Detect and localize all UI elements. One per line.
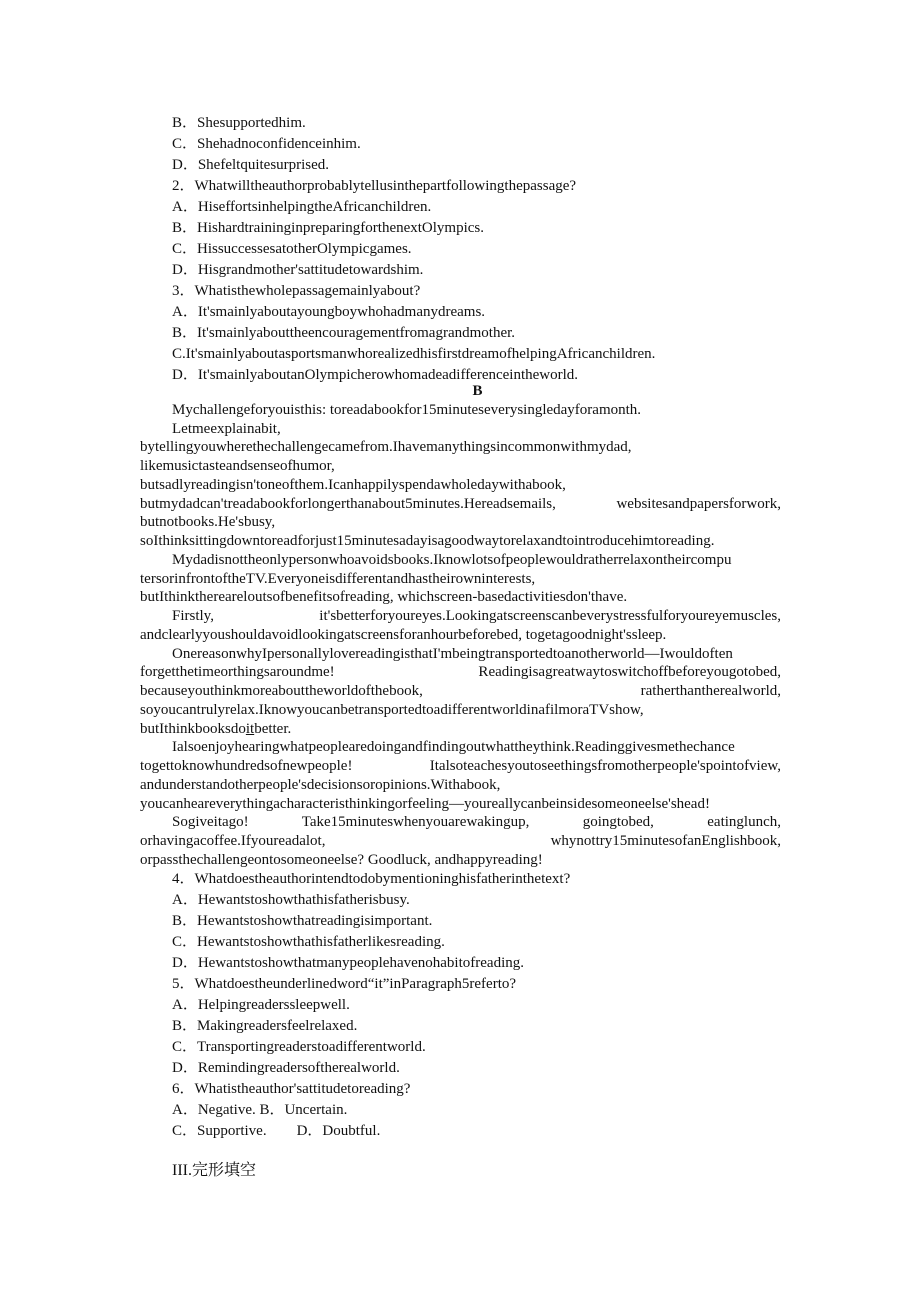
passage-line: youcanheareverythingacharacteristhinkingorfeeling—youreallycanbeinsidesomeoneelse'shead! (140, 795, 710, 812)
passage-line: togettoknowhundredsofnewpeople! Italsoteachesyoutoseethingsfromotherpeople'spointofview, (140, 758, 781, 774)
passage-line: Letmeexplainabit, (172, 420, 281, 437)
passage-line: OnereasonwhyIpersonallylovereadingisthatI'mbeingtransportedtoanotherworld—Iwouldoften (172, 645, 733, 662)
passage-line: butsadlyreadingisn'toneofthem.Icanhappilyspendawholedaywithabook, (140, 476, 566, 493)
option-line: B．Shesupportedhim. (172, 115, 306, 131)
passage-title: B (472, 383, 483, 399)
passage-line: butIthinkthereareloutsofbenefitsofreading, whichscreen-basedactivitiesdon'thave. (140, 589, 628, 606)
option-line: A．Hewantstoshowthathisfatherisbusy. (172, 892, 410, 908)
part-b-questions (140, 869, 781, 1142)
passage-line: bytellingyouwherethechallengecamefrom.Ihavemanythingsincommonwithmydad, (140, 439, 632, 456)
passage-line: Ialsoenjoyhearingwhatpeoplearedoingandfindingoutwhattheythink.Readinggivesmethechance (172, 739, 735, 756)
passage-text: better. (254, 720, 292, 737)
question-line: 4．Whatdoestheauthorintendtodobymentioninghisfatherinthetext? (172, 871, 571, 887)
question-line: 2．Whatwilltheauthorprobablytellusinthepartfollowingthepassage? (172, 178, 577, 194)
passage-line: soyoucantrulyrelax.IknowyoucanbetransportedtoadifferentworldinafilmoraTVshow, (140, 701, 644, 718)
option-line: D．Shefeltquitesurprised. (172, 157, 330, 173)
passage-line: becauseyouthinkmoreabouttheworldofthebook, ratherthantherealworld, (140, 683, 781, 699)
underlined-word: it (245, 720, 255, 737)
option-line: B．Makingreadersfeelrelaxed. (172, 1018, 358, 1034)
option-line: C．Shehadnoconfidenceinhim. (172, 136, 361, 152)
option-line: D．Hisgrandmother'sattitudetowardshim. (172, 262, 424, 278)
passage-text: butIthinkbooksdo (140, 720, 246, 737)
section-heading: III.完形填空 (172, 1162, 256, 1179)
passage-line: butnotbooks.He'sbusy, (140, 514, 276, 531)
option-line: D．It'smainlyaboutanOlympicherowhomadeadifferenceintheworld. (172, 367, 579, 383)
option-line: B．HishardtraininginpreparingforthenextOlympics. (172, 220, 485, 236)
passage-line: butmydadcan'treadabookforlongerthanabout5minutes.Hereadsemails, websitesandpapersforwork, (140, 495, 781, 512)
passage-line (140, 720, 781, 739)
option-line: A．Helpingreaderssleepwell. (172, 997, 350, 1013)
option-line: C．HissuccessesatotherOlympicgames. (172, 241, 412, 257)
passage-line: soIthinksittingdowntoreadforjust15minutesadayisagoodwaytorelaxandtointroducehimtoreading. (140, 533, 715, 549)
option-line: B．Hewantstoshowthatreadingisimportant. (172, 913, 433, 929)
passage-line: forgetthetimeorthingsaroundme! Readingisagreatwaytoswitchoffbeforeyougotobed, (140, 664, 781, 681)
passage-line: andclearlyyoushouldavoidlookingatscreensforanhourbeforebed, togetagoodnight'ssleep. (140, 626, 667, 643)
passage-line: orhavingacoffee.Ifyoureadalot, whynottry15minutesofanEnglishbook, (140, 833, 781, 849)
question-line: 5．Whatdoestheunderlinedword“it”inParagraph5referto? (172, 976, 517, 992)
option-line: D．Hewantstoshowthatmanypeoplehavenohabitofreading. (172, 955, 524, 971)
option-line: C．Supportive. D．Doubtful. (172, 1123, 381, 1139)
passage-line: Sogiveitago! Take15minuteswhenyouarewakingup, goingtobed, eatinglunch, (172, 814, 781, 831)
passage-line: Mychallengeforyouisthis: toreadabookfor15minuteseverysingledayforamonth. (172, 401, 642, 418)
option-line: C.It'smainlyaboutasportsmanwhorealizedhisfirstdreamofhelpingAfricanchildren. (172, 346, 656, 362)
part-a-questions (140, 113, 781, 386)
option-line: C．Transportingreaderstoadifferentworld. (172, 1039, 426, 1055)
option-line: A．Negative. B．Uncertain. (172, 1102, 348, 1118)
option-line: A．It'smainlyaboutayoungboywhohadmanydreams. (172, 304, 486, 320)
question-line: 6．Whatistheauthor'sattitudetoreading? (172, 1081, 411, 1097)
passage-line: tersorinfrontoftheTV.Everyoneisdifferentandhastheirowninterests, (140, 570, 536, 587)
question-line: 3．Whatisthewholepassagemainlyabout? (172, 283, 421, 299)
option-line: C．Hewantstoshowthathisfatherlikesreading. (172, 934, 445, 950)
passage-line: andunderstandotherpeople'sdecisionsoropinions.Withabook, (140, 776, 501, 793)
passage-line: Firstly, it'sbetterforyoureyes.Lookingatscreenscanbeverystressfulforyoureyemuscles, (172, 608, 781, 624)
passage-line: orpassthechallengeontosomeoneelse? Goodluck, andhappyreading! (140, 851, 543, 868)
passage-line: likemusictasteandsenseofhumor, (140, 458, 335, 474)
option-line: B．It'smainlyabouttheencouragementfromagrandmother. (172, 325, 516, 341)
passage-line: Mydadisnottheonlypersonwhoavoidsbooks.Iknowlotsofpeoplewouldratherrelaxontheircompu (172, 551, 732, 568)
option-line: A．HiseffortsinhelpingtheAfricanchildren. (172, 199, 432, 215)
passage-b (140, 382, 781, 870)
option-line: D．Remindingreadersoftherealworld. (172, 1060, 400, 1076)
